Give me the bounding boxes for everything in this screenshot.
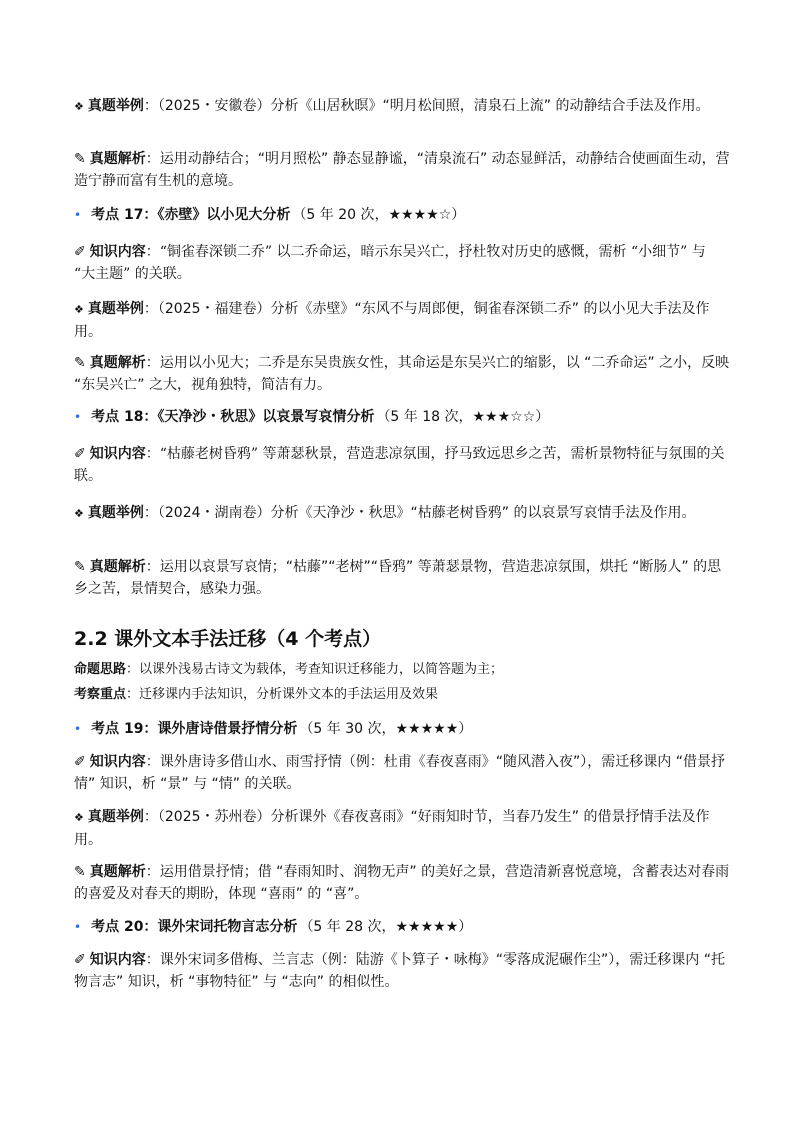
knowledge-block-19 — [74, 751, 730, 795]
pencil-icon: ✐ — [74, 952, 86, 968]
pencil-icon: ✎ — [74, 151, 86, 167]
block-label: 真题举例 — [87, 809, 144, 825]
block-text: （2024・湖南卷）分析《天净沙・秋思》“枯藤老树昏鸦” 的以哀景写哀情手法及作用。 — [157, 505, 696, 521]
kp-number: 考点 18： — [91, 409, 158, 425]
block-text: 以课外浅易古诗文为载体，考查知识迁移能力，以简答题为主； — [139, 662, 504, 677]
block-text: 运用借景抒情；借 “春雨知时、润物无声” 的美好之景，营造清新喜悦意境，含蓄表达对春雨的喜爱及对春天的期盼，体现 “喜雨” 的 “喜”。 — [74, 864, 730, 902]
block-sep: ： — [145, 151, 160, 167]
analysis-block-1 — [74, 148, 730, 192]
block-sep: ： — [145, 952, 160, 968]
block-label: 真题解析 — [89, 559, 146, 575]
block-label: 真题举例 — [87, 98, 144, 114]
block-label: 知识内容 — [89, 445, 146, 461]
kp-number: 考点 19： — [91, 721, 158, 737]
bullet-icon: • — [74, 920, 82, 934]
block-sep: ： — [143, 505, 158, 521]
block-label: 真题解析 — [89, 151, 146, 167]
block-label: 知识内容 — [89, 754, 146, 770]
block-sep: ： — [143, 98, 158, 114]
block-label: 知识内容 — [89, 243, 146, 259]
kp-frequency: （5 年 28 次，★★★★★） — [299, 919, 473, 935]
kp-number: 考点 17： — [91, 207, 158, 223]
block-text: 课外宋词多借梅、兰言志（例：陆游《卜算子・咏梅》“零落成泥碾作尘”），需迁移课内 “托物言志” 知识，析 “事物特征” 与 “志向” 的相似性。 — [74, 952, 725, 990]
pencil-icon: ✐ — [74, 446, 86, 462]
kp-title: 课外宋词托物言志分析 — [157, 919, 298, 935]
diamond-icon: ❖ — [74, 811, 84, 824]
block-label: 命题思路 — [74, 661, 127, 676]
block-text: （2025・安徽卷）分析《山居秋暝》“明月松间照，清泉石上流” 的动静结合手法及作用。 — [157, 98, 710, 114]
block-text: （2025・福建卷）分析《赤壁》“东风不与周郎便，铜雀春深锁二乔” 的以小见大手法及作用。 — [74, 301, 710, 340]
analysis-block-17 — [74, 352, 730, 396]
kp-20-heading — [74, 916, 730, 938]
block-text: “铜雀春深锁二乔” 以二乔命运，暗示东吴兴亡，抒杜牧对历史的感慨，需析 “小细节” 与 “大主题” 的关联。 — [74, 244, 706, 282]
block-label: 真题举例 — [87, 301, 144, 317]
block-sep: ： — [126, 662, 140, 677]
block-label: 真题解析 — [89, 864, 146, 880]
block-sep: ： — [145, 864, 160, 880]
block-label: 真题解析 — [89, 355, 146, 371]
pencil-icon: ✐ — [74, 754, 86, 770]
analysis-block-18 — [74, 556, 730, 600]
block-text: 运用以哀景写哀情；“枯藤”“老树”“昏鸦” 等萧瑟景物，营造悲凉氛围，烘托 “断肠人” 的思乡之苦，景情契合，感染力强。 — [74, 559, 722, 597]
block-sep: ： — [145, 244, 160, 260]
knowledge-block-17 — [74, 240, 730, 285]
proposition-idea — [74, 658, 730, 681]
kp-title: 《天净沙・秋思》以哀景写哀情分析 — [157, 409, 375, 425]
block-text: 运用以小见大；二乔是东吴贵族女性，其命运是东吴兴亡的缩影，以 “二乔命运” 之小，反映 “东吴兴亡” 之大，视角独特，简洁有力。 — [74, 355, 730, 393]
block-text: 课外唐诗多借山水、雨雪抒情（例：杜甫《春夜喜雨》“随风潜入夜”），需迁移课内 “借景抒情” 知识，析 “景” 与 “情” 的关联。 — [74, 754, 725, 792]
example-block-17 — [74, 298, 730, 343]
kp-17-heading — [74, 204, 730, 226]
block-sep: ： — [145, 446, 160, 462]
block-sep: ： — [145, 559, 160, 575]
bullet-icon: • — [74, 208, 82, 222]
block-sep: ： — [143, 809, 158, 825]
kp-number: 考点 20： — [91, 919, 158, 935]
kp-18-heading — [74, 406, 730, 428]
kp-title: 课外唐诗借景抒情分析 — [157, 721, 298, 737]
kp-frequency: （5 年 20 次，★★★★☆） — [292, 207, 466, 223]
bullet-icon: • — [74, 410, 82, 424]
block-text: 迁移课内手法知识，分析课外文本的手法运用及效果 — [139, 687, 439, 702]
example-block-18 — [74, 502, 730, 525]
block-label: 真题举例 — [87, 505, 144, 521]
diamond-icon: ❖ — [74, 507, 84, 520]
pencil-icon: ✐ — [74, 244, 86, 260]
pencil-icon: ✎ — [74, 864, 86, 880]
block-text: 运用动静结合；“明月照松” 静态显静谧，“清泉流石” 动态显鲜活，动静结合使画面生动，营造宁静而富有生机的意境。 — [74, 151, 730, 189]
block-label: 考察重点 — [74, 686, 127, 701]
block-text: “枯藤老树昏鸦” 等萧瑟秋景，营造悲凉氛围，抒马致远思乡之苦，需析景物特征与氛围的关联。 — [74, 446, 725, 484]
section-heading: 2.2 课外文本手法迁移（4 个考点） — [74, 628, 382, 650]
bullet-icon: • — [74, 722, 82, 736]
block-sep: ： — [143, 301, 158, 317]
block-sep: ： — [145, 355, 160, 371]
pencil-icon: ✎ — [74, 355, 86, 371]
example-block-19 — [74, 806, 730, 851]
diamond-icon: ❖ — [74, 303, 84, 316]
pencil-icon: ✎ — [74, 559, 86, 575]
exam-focus — [74, 683, 730, 706]
block-label: 知识内容 — [89, 952, 146, 968]
kp-frequency: （5 年 18 次，★★★☆☆） — [376, 409, 550, 425]
diamond-icon: ❖ — [74, 100, 84, 113]
kp-title: 《赤壁》以小见大分析 — [157, 207, 291, 223]
example-block-1 — [74, 95, 730, 118]
kp-19-heading — [74, 718, 730, 740]
knowledge-block-18 — [74, 442, 730, 487]
block-text: （2025・苏州卷）分析课外《春夜喜雨》“好雨知时节，当春乃发生” 的借景抒情手法及作用。 — [74, 809, 710, 848]
block-sep: ： — [126, 687, 140, 702]
kp-frequency: （5 年 30 次，★★★★★） — [299, 721, 473, 737]
analysis-block-19 — [74, 861, 730, 905]
block-sep: ： — [145, 754, 160, 770]
knowledge-block-20 — [74, 949, 730, 993]
